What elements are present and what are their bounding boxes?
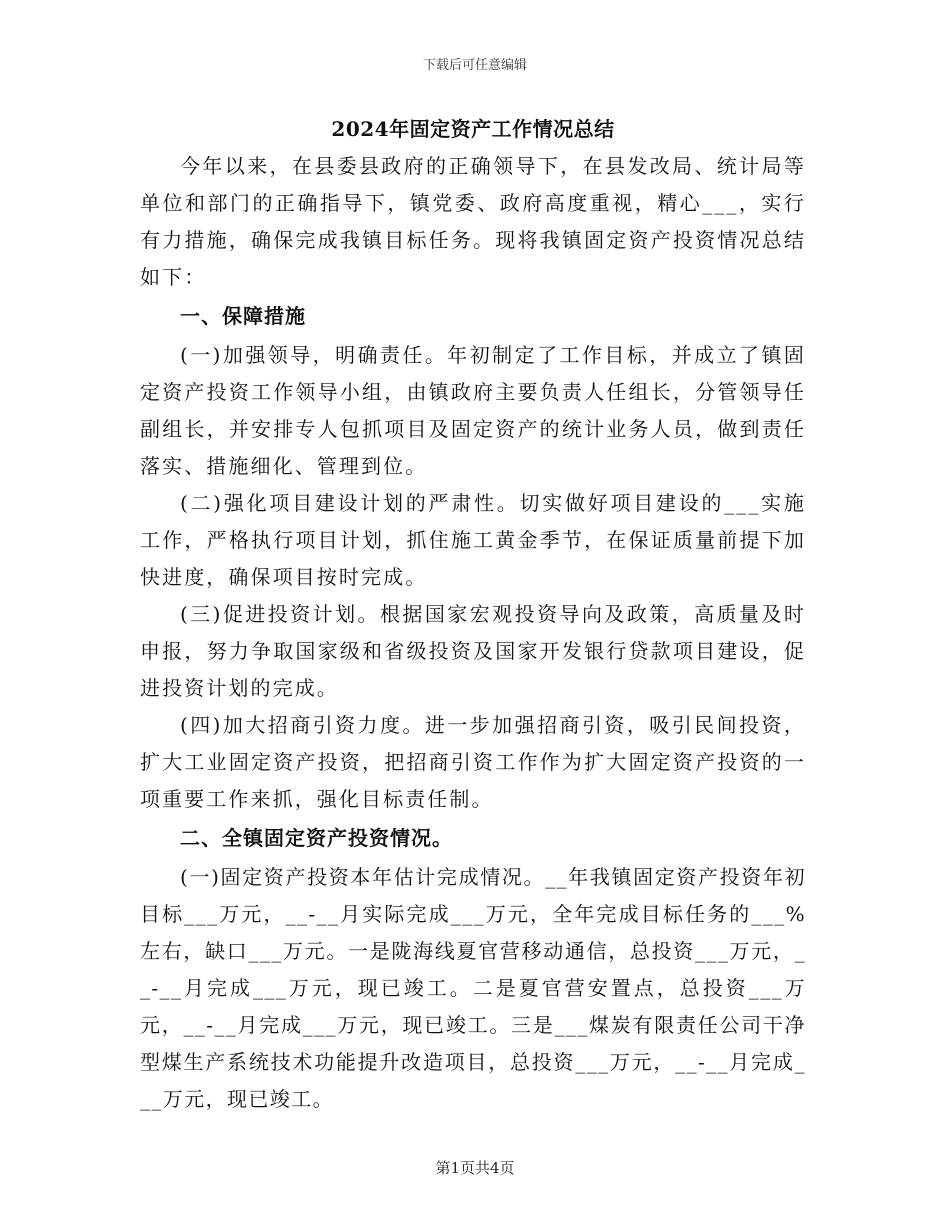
section-2-heading: 二、全镇固定资产投资情况。 xyxy=(180,826,453,850)
document-body xyxy=(140,112,806,1118)
section-2-paragraph-1: (一)固定资产投资本年估计完成情况。__年我镇固定资产投资年初目标___万元，__-__月实际完成___万元，全年完成目标任务的___%左右，缺口___万元。一是陇海线夏官营移动通信，总投资___万元，__-__月完成___万元，现已竣工。二是夏官营安置点，总投资___万元，__-__月完成___万元，现已竣工。三是___煤炭有限责任公司干净型煤生产系统技术功能提升改造项目，总投资___万元，__-__月完成___万元，现已竣工。 xyxy=(140,865,806,1111)
page-indicator: 第1页共4页 xyxy=(435,1159,515,1177)
section-1-paragraph-1: (一)加强领导，明确责任。年初制定了工作目标，并成立了镇固定资产投资工作领导小组，由镇政府主要负责人任组长，分管领导任副组长，并安排专人包抓项目及固定资产的统计业务人员，做到责任落实、措施细化、管理到位。 xyxy=(140,343,806,478)
document-title: 2024年固定资产工作情况总结 xyxy=(331,117,615,141)
intro-paragraph: 今年以来，在县委县政府的正确领导下，在县发改局、统计局等单位和部门的正确指导下，镇党委、政府高度重视，精心___，实行有力措施，确保完成我镇目标任务。现将我镇固定资产投资情况总结如下： xyxy=(140,154,806,289)
section-1-paragraph-3: (三)促进投资计划。根据国家宏观投资导向及政策，高质量及时申报，努力争取国家级和省级投资及国家开发银行贷款项目建设，促进投资计划的完成。 xyxy=(140,602,806,700)
section-1-paragraph-4: (四)加大招商引资力度。进一步加强招商引资，吸引民间投资，扩大工业固定资产投资，把招商引资工作作为扩大固定资产投资的一项重要工作来抓，强化目标责任制。 xyxy=(140,713,806,811)
section-1-heading: 一、保障措施 xyxy=(180,304,306,328)
header-note: 下载后可任意编辑 xyxy=(422,58,527,73)
section-1-paragraph-2: (二)强化项目建设计划的严肃性。切实做好项目建设的___实施工作，严格执行项目计划，抓住施工黄金季节，在保证质量前提下加快进度，确保项目按时完成。 xyxy=(140,491,806,589)
